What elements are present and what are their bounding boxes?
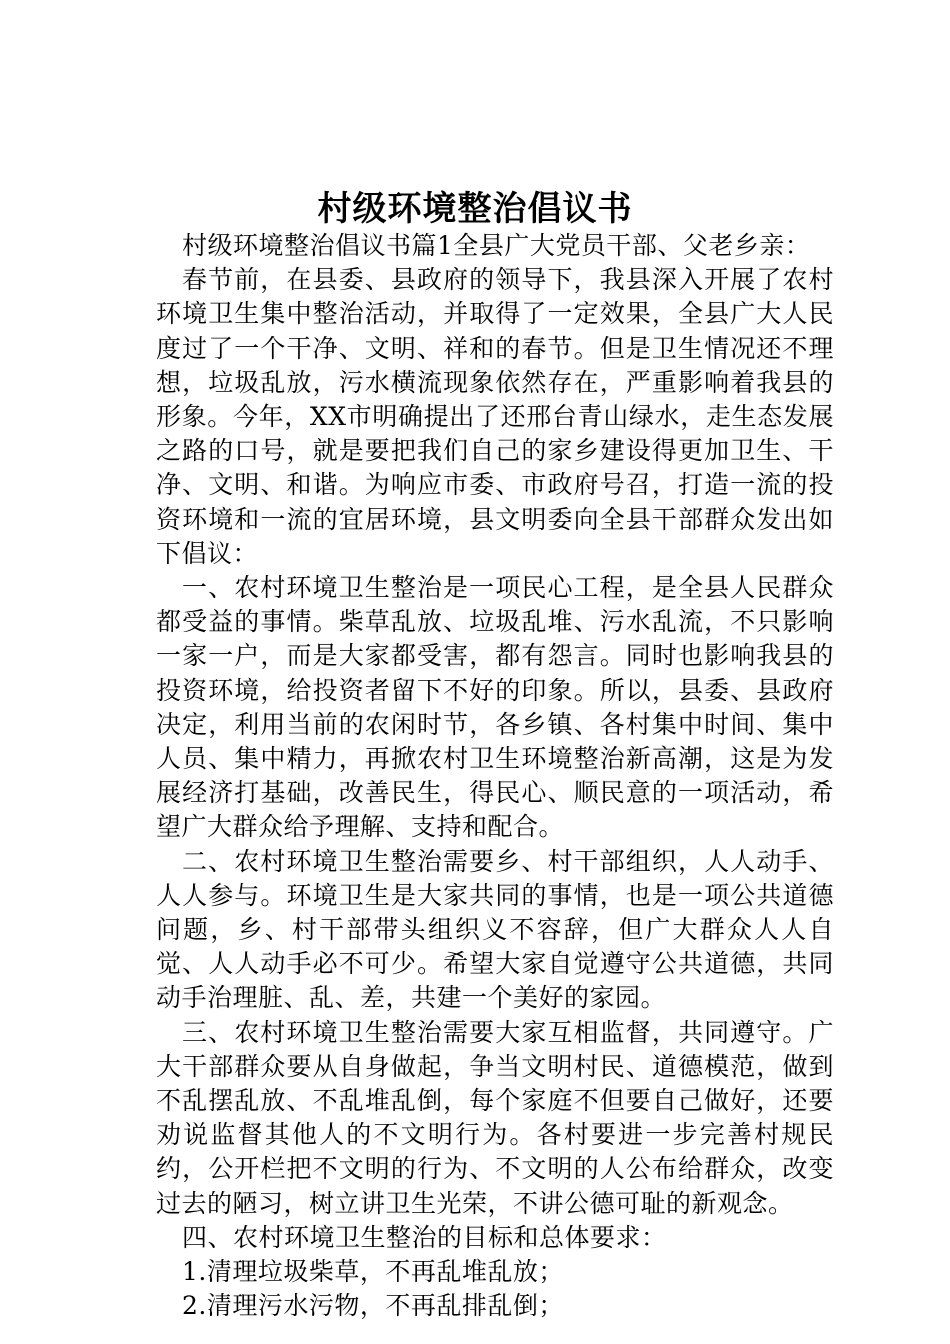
document-title: 村级环境整治倡议书: [317, 189, 633, 229]
salutation-paragraph: 村级环境整治倡议书篇1全县广大党员干部、父老乡亲：: [182, 231, 811, 260]
document-body: [156, 229, 834, 1324]
point-three-paragraph: 三、农村环境卫生整治需要大家互相监督，共同遵守。广大干部群众要从自身做起，争当文明村民、道德模范，做到不乱摆乱放、不乱堆乱倒，每个家庭不但要自己做好，还要劝说监督其他人的不文明行为。各村要进一步完善村规民约，公开栏把不文明的行为、不文明的人公布给群众，改变过去的陋习，树立讲卫生光荣，不讲公德可耻的新观念。: [156, 1017, 834, 1218]
intro-paragraph: 春节前，在县委、县政府的领导下，我县深入开展了农村环境卫生集中整治活动，并取得了一定效果，全县广大人民度过了一个干净、文明、祥和的春节。但是卫生情况还不理想，垃圾乱放，污水横流现象依然存在，严重影响着我县的形象。今年，XX市明确提出了还邢台青山绿水，走生态发展之路的口号，就是要把我们自己的家乡建设得更加卫生、干净、文明、和谐。为响应市委、市政府号召，打造一流的投资环境和一流的宜居环境，县文明委向全县干部群众发出如下倡议：: [156, 265, 834, 568]
point-four-heading: 四、农村环境卫生整治的目标和总体要求：: [182, 1222, 667, 1252]
list-item-1: 1.清理垃圾柴草，不再乱堆乱放；: [182, 1257, 564, 1287]
point-two-paragraph: 二、农村环境卫生整治需要乡、村干部组织，人人动手、人人参与。环境卫生是大家共同的事情，也是一项公共道德问题，乡、村干部带头组织义不容辞，但广大群众人人自觉、人人动手必不可少。希望大家自觉遵守公共道德，共同动手治理脏、乱、差，共建一个美好的家园。: [156, 846, 834, 1013]
list-item-2: 2.清理污水污物，不再乱排乱倒；: [182, 1291, 564, 1321]
point-one-paragraph: 一、农村环境卫生整治是一项民心工程，是全县人民群众都受益的事情。柴草乱放、垃圾乱堆、污水乱流，不只影响一家一户，而是大家都受害，都有怨言。同时也影响我县的投资环境，给投资者留下不好的印象。所以，县委、县政府决定，利用当前的农闲时节，各乡镇、各村集中时间、集中人员、集中精力，再掀农村卫生环境整治新高潮，这是为发展经济打基础，改善民生，得民心、顺民意的一项活动，希望广大群众给予理解、支持和配合。: [156, 573, 834, 842]
